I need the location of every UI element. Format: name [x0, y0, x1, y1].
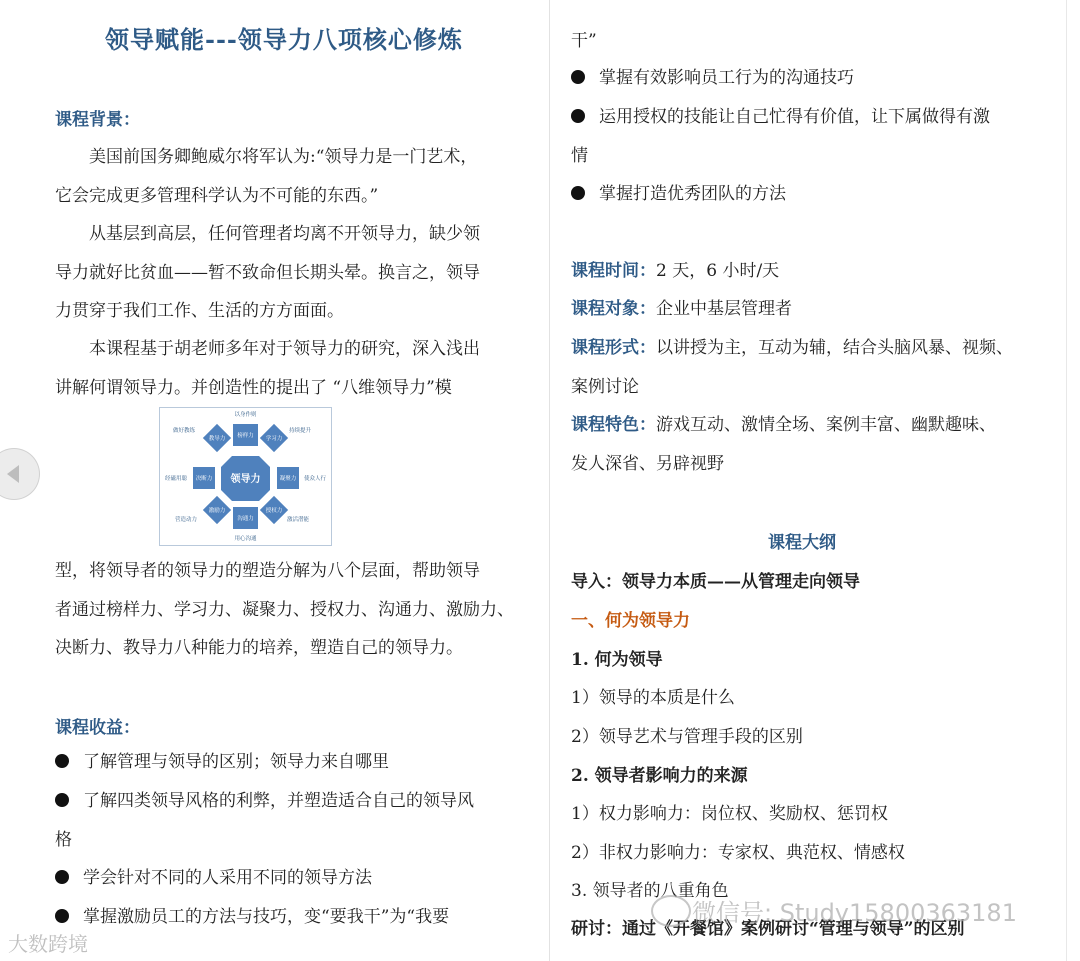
- outline-item: 2）领导艺术与管理手段的区别: [571, 727, 803, 747]
- page-title: 领导赋能---领导力八项核心修炼: [105, 25, 463, 54]
- benefit-item: 运用授权的技能让自己忙得有价值，让下属做得有激 情: [571, 98, 1051, 175]
- course-form: 课程形式：以讲授为主，互动为辅，结合头脑风暴、视频、 案例讨论: [571, 329, 1051, 406]
- diagram-inner-label: 教导力: [208, 436, 226, 442]
- course-feature: 课程特色：游戏互动、激情全场、案例丰富、幽默趣味、 发人深省、另辟视野: [571, 406, 1051, 483]
- outline-item: 2）非权力影响力：专家权、典范权、情感权: [571, 843, 905, 863]
- benefit-item: 掌握激励员工的方法与技巧，变“要我干”为“我要: [55, 898, 535, 937]
- diagram-svg: [160, 408, 331, 545]
- course-target: 课程对象：企业中基层管理者: [571, 299, 792, 319]
- bullet-icon: [55, 793, 69, 807]
- outline-subheading: 3. 领导者的八重角色: [571, 881, 729, 901]
- benefit-item: 了解四类领导风格的利弊，并塑造适合自己的领导风 格: [55, 782, 535, 859]
- benefit-item: 了解管理与领导的区别；领导力来自哪里: [55, 743, 535, 782]
- watermark-wechat-id: 微信号: Study15800363181: [692, 899, 1017, 927]
- diagram-outer-label: 做好教练: [172, 428, 196, 434]
- benefits-heading: 课程收益：: [55, 718, 140, 738]
- text-line: 美国前国务卿鲍威尔将军认为:“领导力是一门艺术，: [89, 147, 478, 167]
- text-line: 从基层到高层，任何管理者均离不开领导力，缺少领: [89, 224, 480, 244]
- eight-dimension-leadership-diagram: [159, 407, 332, 546]
- text-line: 讲解何谓领导力。并创造性的提出了 “八维领导力”模: [55, 377, 452, 398]
- text-line: 它会完成更多管理科学认为不可能的东西。”: [55, 185, 379, 206]
- bullet-icon: [55, 870, 69, 884]
- outline-subheading: 2. 领导者影响力的来源: [571, 766, 748, 786]
- outline-item: 1）领导的本质是什么: [571, 688, 735, 708]
- diagram-outer-label: 营造动力: [174, 517, 198, 523]
- bullet-icon: [571, 70, 585, 84]
- background-paragraph-3a: [55, 330, 535, 407]
- text-line: 导力就好比贫血——暂不致命但长期头晕。换言之，领导: [55, 262, 480, 283]
- outline-section-heading: 一、何为领导力: [571, 611, 690, 631]
- bullet-icon: [571, 109, 585, 123]
- text-line: 情: [571, 145, 588, 166]
- text-line: 者通过榜样力、学习力、凝聚力、授权力、沟通力、激励力、: [55, 599, 514, 620]
- bullet-icon: [571, 186, 585, 200]
- background-paragraph-3b: [55, 552, 535, 668]
- previous-page-arrow-icon[interactable]: [0, 448, 40, 500]
- diagram-inner-label: 榜样力: [237, 433, 254, 439]
- benefit-item: 掌握打造优秀团队的方法: [571, 175, 1051, 214]
- diagram-center-label: 领导力: [230, 474, 261, 485]
- continued-text: 干”: [571, 31, 597, 51]
- diagram-outer-label: 用心沟通: [234, 536, 257, 542]
- background-paragraph-2: [55, 215, 535, 331]
- outline-title: 课程大纲: [768, 533, 836, 553]
- text-line: 发人深省、另辟视野: [571, 453, 724, 474]
- text-line: 力贯穿于我们工作、生活的方方面面。: [55, 301, 344, 321]
- diagram-inner-label: 激励力: [208, 508, 226, 514]
- background-paragraph-1: [55, 138, 535, 215]
- diagram-outer-label: 激活潜能: [286, 517, 310, 523]
- diagram-outer-label: 使众人行: [303, 476, 327, 482]
- diagram-outer-label: 经磁用聪: [164, 476, 188, 482]
- diagram-inner-label: 授权力: [265, 508, 283, 514]
- benefit-item: 学会针对不同的人采用不同的领导方法: [55, 859, 535, 898]
- outline-item: 1）权力影响力：岗位权、奖励权、惩罚权: [571, 804, 888, 824]
- text-line: 型，将领导者的领导力的塑造分解为八个层面，帮助领导: [55, 561, 480, 581]
- wechat-logo-icon: [651, 895, 691, 927]
- text-line: 格: [55, 829, 72, 850]
- text-line: 决断力、教导力八种能力的培养，塑造自己的领导力。: [55, 638, 463, 658]
- diagram-inner-label: 决断力: [195, 476, 213, 482]
- diagram-inner-label: 学习力: [265, 436, 283, 442]
- column-divider: [549, 0, 550, 961]
- background-heading: 课程背景：: [55, 110, 140, 130]
- outline-intro: 导入：领导力本质——从管理走向领导: [571, 572, 860, 592]
- bullet-icon: [55, 909, 69, 923]
- bullet-icon: [55, 754, 69, 768]
- diagram-inner-label: 凝聚力: [279, 476, 297, 482]
- watermark-brand: 大数跨境: [8, 932, 88, 956]
- benefit-item: 掌握有效影响员工行为的沟通技巧: [571, 59, 1051, 98]
- diagram-outer-label: 持续提升: [288, 428, 312, 434]
- course-time: 课程时间：2 天，6 小时/天: [571, 261, 780, 281]
- text-line: 本课程基于胡老师多年对于领导力的研究，深入浅出: [89, 339, 480, 359]
- diagram-inner-label: 沟通力: [237, 516, 254, 522]
- text-line: 案例讨论: [571, 376, 639, 397]
- outline-discussion: 研讨：通过《开餐馆》案例研讨“管理与领导”的区别: [571, 919, 965, 939]
- outline-subheading: 1. 何为领导: [571, 650, 663, 670]
- page-edge: [1066, 0, 1067, 961]
- diagram-outer-label: 以身作则: [234, 412, 257, 418]
